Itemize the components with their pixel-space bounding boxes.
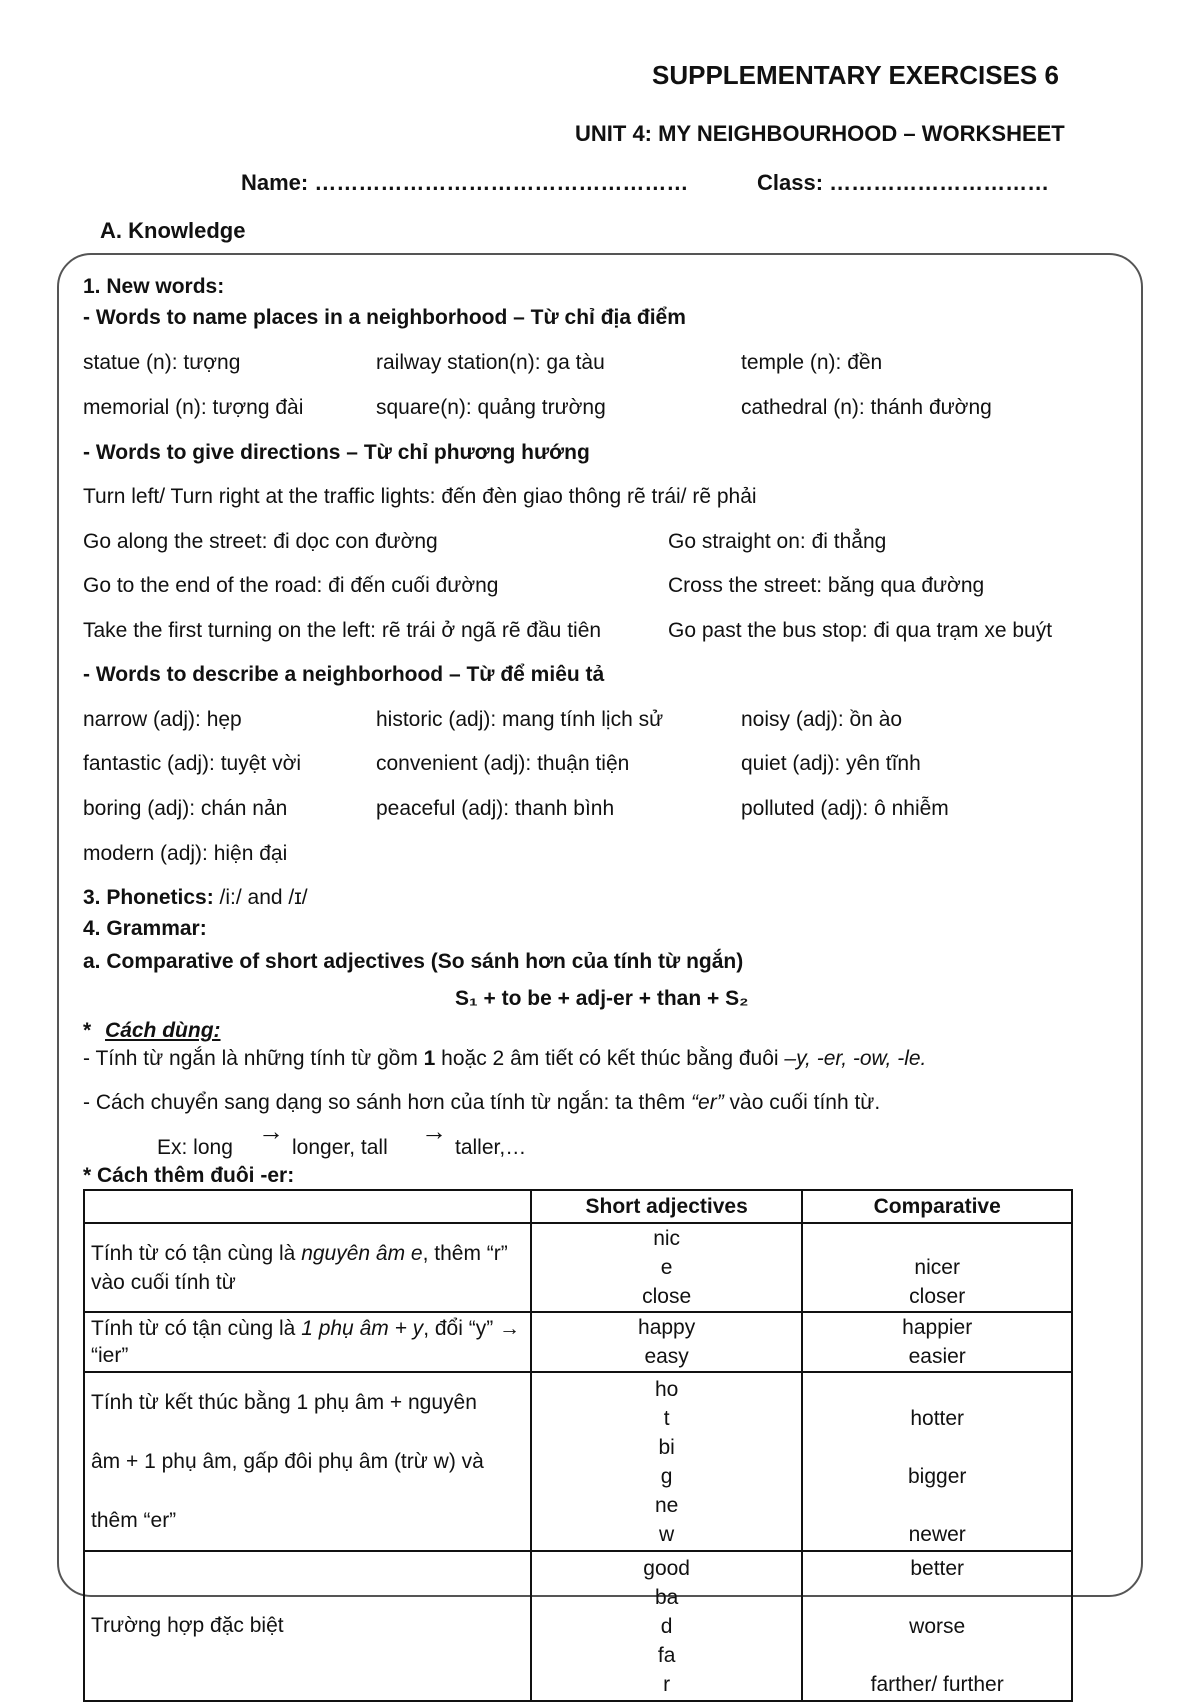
adjective-text: r <box>663 1672 671 1696</box>
adjective-text: w <box>659 1522 675 1546</box>
adjective-cell <box>531 1223 803 1312</box>
comparative-text: better <box>910 1556 965 1580</box>
rule-text: , thêm “r” vào cuối tính từ <box>91 1241 508 1294</box>
rule-cell <box>84 1312 531 1372</box>
usage-text: - Tính từ ngắn là những tính từ gồm <box>83 1047 424 1070</box>
vocab-item: railway station(n): ga tàu <box>376 351 605 374</box>
comparative-text: newer <box>908 1522 966 1546</box>
comparative-text: bigger <box>908 1464 967 1488</box>
direction-item: Go to the end of the road: đi đến cuối đường <box>83 574 499 597</box>
usage-rule-1 <box>83 1047 926 1071</box>
adjective-item: boring (adj): chán nản <box>83 797 288 820</box>
usage-text: vào cuối tính từ. <box>723 1091 881 1114</box>
comparative-text: nicer <box>914 1256 960 1279</box>
rule-cell <box>84 1551 531 1701</box>
comparative-text: easier <box>908 1345 966 1368</box>
vocab-item: memorial (n): tượng đài <box>83 396 304 419</box>
comparative-text: closer <box>909 1285 966 1308</box>
phonetics-value: /i:/ and /ɪ/ <box>213 886 308 909</box>
direction-item: Take the first turning on the left: rẽ trái ở ngã rẽ đầu tiên <box>83 619 602 642</box>
adjective-cell <box>531 1372 803 1551</box>
adjective-text: t <box>663 1406 670 1430</box>
comparative-text <box>809 1375 1065 1404</box>
adjective-text: e <box>660 1256 673 1279</box>
adjective-item: noisy (adj): ồn ào <box>741 708 903 731</box>
adjective-item: narrow (adj): hẹp <box>83 708 242 731</box>
adjective-item: modern (adj): hiện đại <box>83 842 288 865</box>
table-row <box>84 1372 1072 1551</box>
adjective-text: close <box>642 1285 692 1308</box>
usage-rule-2 <box>83 1091 880 1115</box>
rule-italic: nguyên âm e <box>301 1241 423 1265</box>
describe-heading: - Words to describe a neighborhood – Từ để miêu tả <box>83 663 605 686</box>
rule-cell <box>84 1223 531 1312</box>
direction-item: Go past the bus stop: đi qua trạm xe buýt <box>668 619 1053 642</box>
adjective-text: fa <box>657 1643 676 1667</box>
comparative-text <box>809 1583 1065 1612</box>
comparative-formula: S₁ + to be + adj-er + than + S₂ <box>455 987 749 1010</box>
example-b: taller,… <box>455 1136 527 1159</box>
usage-star: * <box>83 1019 92 1042</box>
comparative-heading: a. Comparative of short adjectives (So sánh hơn của tính từ ngắn) <box>83 950 744 973</box>
example-a: longer, tall <box>292 1136 388 1159</box>
places-heading: - Words to name places in a neighborhood – Từ chỉ địa điểm <box>83 306 686 329</box>
comparative-text <box>809 1433 1065 1462</box>
usage-er: “er” <box>691 1091 724 1114</box>
rule-text: Tính từ có tận cùng là <box>91 1317 302 1340</box>
table-row <box>84 1551 1072 1701</box>
directions-heading: - Words to give directions – Từ chỉ phương hướng <box>83 441 590 464</box>
comparative-text: worse <box>909 1614 966 1638</box>
rule-cell <box>84 1372 531 1551</box>
rule-text: Tính từ kết thúc bằng 1 phụ âm + nguyên <box>91 1391 477 1414</box>
direction-item: Cross the street: băng qua đường <box>668 574 985 597</box>
adjective-item: polluted (adj): ô nhiễm <box>741 797 949 820</box>
phonetics-label: 3. Phonetics: <box>83 886 214 909</box>
comparative-text <box>809 1224 1065 1253</box>
adjective-item: peaceful (adj): thanh bình <box>376 797 615 820</box>
table-header-row <box>84 1190 1072 1223</box>
adjective-item: convenient (adj): thuận tiện <box>376 752 630 775</box>
adjective-text: easy <box>644 1345 689 1368</box>
table-row <box>84 1312 1072 1372</box>
phonetics-line <box>83 886 308 910</box>
usage-text: - Cách chuyển sang dạng so sánh hơn của tính từ ngắn: ta thêm <box>83 1091 692 1114</box>
table-header <box>84 1190 531 1223</box>
comparative-text: happier <box>902 1316 973 1339</box>
comparative-text: hotter <box>910 1406 965 1430</box>
usage-bold: 1 <box>423 1047 436 1070</box>
grammar-heading: 4. Grammar: <box>83 917 207 940</box>
vocab-item: square(n): quảng trường <box>376 396 606 419</box>
table-header: Comparative <box>802 1190 1072 1223</box>
adjective-cell <box>531 1551 803 1701</box>
direction-item: Go straight on: đi thẳng <box>668 530 887 553</box>
comparative-cell <box>802 1312 1072 1372</box>
adjective-item: historic (adj): mang tính lịch sử <box>376 708 664 731</box>
adjective-text: happy <box>638 1316 696 1339</box>
add-er-heading: * Cách thêm đuôi -er: <box>83 1164 295 1187</box>
direction-item: Turn left/ Turn right at the traffic lights: đến đèn giao thông rẽ trái/ rẽ phải <box>83 485 757 508</box>
comparative-cell <box>802 1223 1072 1312</box>
name-field: Name: …………………………………………… <box>241 170 689 195</box>
adjective-text: d <box>660 1614 673 1638</box>
arrow-right-icon: → <box>258 1116 284 1146</box>
adjective-text: good <box>643 1556 690 1580</box>
unit-title: UNIT 4: MY NEIGHBOURHOOD – WORKSHEET <box>575 121 1065 146</box>
adjective-item: fantastic (adj): tuyệt vời <box>83 752 302 775</box>
section-a-heading: A. Knowledge <box>100 218 246 243</box>
comparative-cell <box>802 1551 1072 1701</box>
usage-endings: –y, -er, -ow, -le. <box>784 1047 927 1070</box>
comparative-cell <box>802 1372 1072 1551</box>
doc-title: SUPPLEMENTARY EXERCISES 6 <box>652 60 1059 90</box>
table-row <box>84 1223 1072 1312</box>
adjective-text: ba <box>654 1585 679 1609</box>
comparative-text: farther/ further <box>870 1672 1004 1696</box>
new-words-heading: 1. New words: <box>83 275 225 298</box>
example-ex: Ex: long <box>157 1136 233 1159</box>
adjective-text: ne <box>654 1493 679 1517</box>
rule-text: , đổi “y” → “ier” <box>91 1317 521 1367</box>
usage-text: hoặc 2 âm tiết có kết thúc bằng đuôi <box>435 1047 785 1070</box>
direction-item: Go along the street: đi dọc con đường <box>83 530 438 553</box>
comparative-text <box>809 1491 1065 1520</box>
table-header: Short adjectives <box>531 1190 803 1223</box>
rule-italic: 1 phụ âm + y <box>301 1317 424 1340</box>
arrow-right-icon: → <box>421 1116 447 1146</box>
adjective-item: quiet (adj): yên tĩnh <box>741 752 921 775</box>
rule-text: âm + 1 phụ âm, gấp đôi phụ âm (trừ w) và <box>91 1450 484 1473</box>
class-field: Class: ………………………… <box>757 170 1050 195</box>
adjective-text: bi <box>658 1435 675 1459</box>
adjective-text: ho <box>654 1377 679 1401</box>
comparative-text <box>809 1641 1065 1670</box>
adjective-text: nic <box>653 1227 681 1250</box>
adjective-cell <box>531 1312 803 1372</box>
vocab-item: temple (n): đền <box>741 351 883 374</box>
vocab-item: cathedral (n): thánh đường <box>741 396 992 419</box>
rule-text: Trường hợp đặc biệt <box>91 1614 284 1637</box>
vocab-item: statue (n): tượng <box>83 351 241 374</box>
comparative-table <box>83 1189 1073 1702</box>
rule-text: thêm “er” <box>91 1509 177 1532</box>
usage-heading <box>83 1019 221 1043</box>
adjective-text: g <box>660 1464 673 1488</box>
usage-label: Cách dùng: <box>105 1019 221 1042</box>
rule-text: Tính từ có tận cùng là <box>91 1241 302 1265</box>
